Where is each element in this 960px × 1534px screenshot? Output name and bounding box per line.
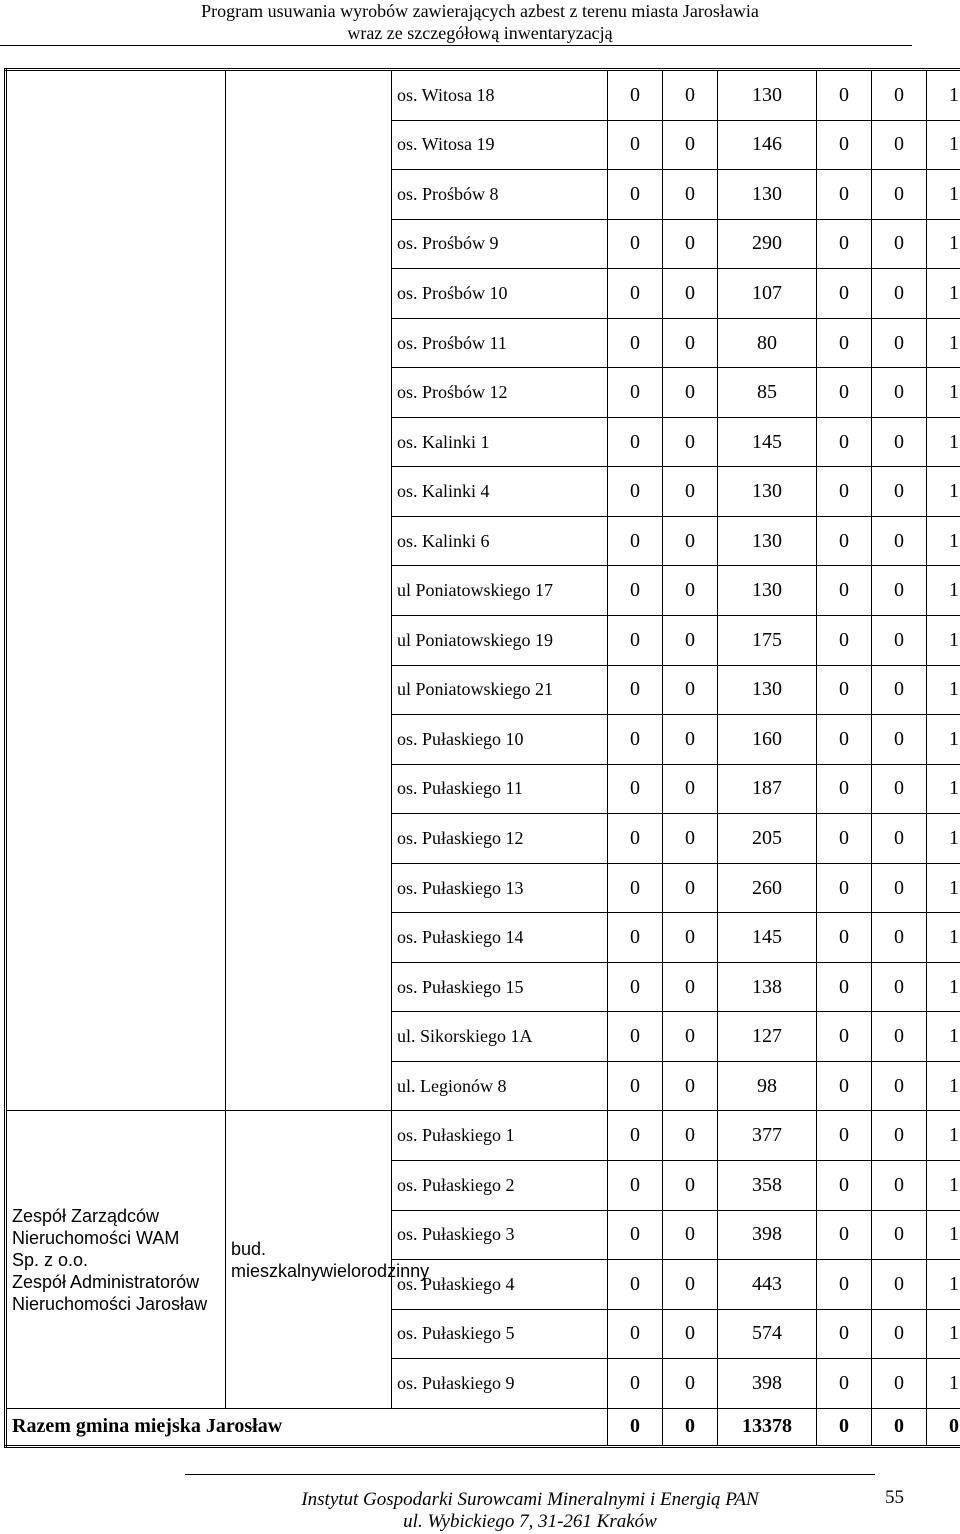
value-cell: 0 — [872, 1061, 927, 1111]
value-cell: 0 — [817, 566, 872, 616]
owner-cell-empty — [6, 70, 226, 1111]
value-cell: 85 — [718, 368, 817, 418]
value-cell: 0 — [872, 1012, 927, 1062]
value-cell: 130 — [718, 516, 817, 566]
address-cell: os. Pułaskiego 11 — [392, 764, 608, 814]
address-cell: os. Pułaskiego 13 — [392, 863, 608, 913]
header-title: Program usuwania wyrobów zawierających azbest z terenu miasta Jarosławia — [201, 1, 759, 21]
value-cell: 1 — [927, 318, 960, 368]
value-cell: 0 — [608, 1012, 663, 1062]
value-cell: 0 — [608, 1061, 663, 1111]
value-cell: 0 — [663, 269, 718, 319]
value-cell: 377 — [718, 1111, 817, 1161]
owner-name-line: Zespół Administratorów — [12, 1271, 200, 1292]
value-cell: 1 — [927, 665, 960, 715]
address-cell: ul Poniatowskiego 19 — [392, 616, 608, 666]
value-cell: 0 — [817, 318, 872, 368]
inventory-table — [4, 68, 960, 1448]
value-cell: 0 — [817, 962, 872, 1012]
value-cell: 1 — [927, 269, 960, 319]
value-cell: 0 — [872, 269, 927, 319]
value-cell: 0 — [663, 516, 718, 566]
value-cell: 0 — [663, 1260, 718, 1310]
value-cell: 0 — [663, 962, 718, 1012]
address-cell: os. Pułaskiego 5 — [392, 1309, 608, 1359]
value-cell: 0 — [608, 70, 663, 121]
total-row — [6, 1408, 960, 1446]
value-cell: 0 — [608, 1359, 663, 1409]
value-cell: 80 — [718, 318, 817, 368]
address-cell: os. Pułaskiego 4 — [392, 1260, 608, 1310]
value-cell: 0 — [608, 219, 663, 269]
value-cell: 0 — [872, 764, 927, 814]
value-cell: 0 — [872, 863, 927, 913]
value-cell: 127 — [718, 1012, 817, 1062]
address-cell: os. Pułaskiego 1 — [392, 1111, 608, 1161]
value-cell: 0 — [608, 120, 663, 170]
header-subtitle: wraz ze szczegółową inwentaryzacją — [347, 23, 613, 43]
building-type-line: wielorodzinny — [320, 1260, 430, 1281]
address-cell: os. Prośbów 12 — [392, 368, 608, 418]
value-cell: 0 — [608, 616, 663, 666]
value-cell: 1 — [927, 1161, 960, 1211]
value-cell: 0 — [608, 368, 663, 418]
address-cell: os. Prośbów 9 — [392, 219, 608, 269]
owner-name-line: Zespół Zarządców — [12, 1205, 160, 1226]
table-row — [6, 1111, 960, 1161]
value-cell: 130 — [718, 170, 817, 220]
address-cell: os. Kalinki 1 — [392, 417, 608, 467]
value-cell: 1 — [927, 467, 960, 517]
address-cell: ul Poniatowskiego 21 — [392, 665, 608, 715]
value-cell: 0 — [663, 417, 718, 467]
value-cell: 0 — [608, 516, 663, 566]
value-cell: 0 — [663, 467, 718, 517]
value-cell: 0 — [872, 219, 927, 269]
value-cell: 160 — [718, 715, 817, 765]
value-cell: 0 — [608, 764, 663, 814]
total-value-cell: 0 — [663, 1408, 718, 1446]
value-cell: 0 — [872, 566, 927, 616]
value-cell: 1 — [927, 417, 960, 467]
value-cell: 175 — [718, 616, 817, 666]
owner-name-line: Nieruchomości WAM — [12, 1227, 180, 1248]
value-cell: 0 — [608, 665, 663, 715]
value-cell: 1 — [927, 219, 960, 269]
value-cell: 0 — [663, 70, 718, 121]
value-cell: 0 — [817, 665, 872, 715]
value-cell: 1 — [927, 764, 960, 814]
value-cell: 130 — [718, 665, 817, 715]
value-cell: 0 — [872, 318, 927, 368]
value-cell: 0 — [817, 1161, 872, 1211]
value-cell: 0 — [817, 516, 872, 566]
value-cell: 0 — [663, 665, 718, 715]
value-cell: 0 — [608, 814, 663, 864]
value-cell: 205 — [718, 814, 817, 864]
building-type-cell — [226, 1111, 430, 1408]
page-number: 55 — [885, 1487, 904, 1508]
value-cell: 0 — [872, 170, 927, 220]
value-cell: 98 — [718, 1061, 817, 1111]
value-cell: 0 — [817, 1359, 872, 1409]
value-cell: 0 — [817, 170, 872, 220]
value-cell: 0 — [663, 219, 718, 269]
table-row — [6, 70, 960, 121]
value-cell: 0 — [872, 913, 927, 963]
value-cell: 187 — [718, 764, 817, 814]
value-cell: 0 — [872, 120, 927, 170]
value-cell: 1 — [927, 368, 960, 418]
value-cell: 1 — [927, 1111, 960, 1161]
value-cell: 0 — [872, 70, 927, 121]
value-cell: 0 — [608, 1111, 663, 1161]
value-cell: 0 — [872, 665, 927, 715]
value-cell: 0 — [608, 170, 663, 220]
value-cell: 0 — [817, 814, 872, 864]
value-cell: 1 — [927, 516, 960, 566]
value-cell: 0 — [817, 1260, 872, 1310]
value-cell: 0 — [817, 120, 872, 170]
value-cell: 130 — [718, 467, 817, 517]
value-cell: 443 — [718, 1260, 817, 1310]
value-cell: 398 — [718, 1359, 817, 1409]
value-cell: 0 — [608, 417, 663, 467]
value-cell: 0 — [872, 368, 927, 418]
address-cell: os. Prośbów 11 — [392, 318, 608, 368]
value-cell: 0 — [608, 962, 663, 1012]
value-cell: 0 — [663, 1359, 718, 1409]
value-cell: 358 — [718, 1161, 817, 1211]
value-cell: 0 — [817, 417, 872, 467]
value-cell: 0 — [608, 1210, 663, 1260]
value-cell: 0 — [817, 913, 872, 963]
value-cell: 0 — [608, 913, 663, 963]
value-cell: 1 — [927, 913, 960, 963]
value-cell: 145 — [718, 913, 817, 963]
value-cell: 0 — [608, 566, 663, 616]
type-cell-empty — [226, 70, 392, 1111]
value-cell: 0 — [872, 1161, 927, 1211]
value-cell: 0 — [663, 1161, 718, 1211]
address-cell: os. Pułaskiego 3 — [392, 1210, 608, 1260]
value-cell: 0 — [663, 913, 718, 963]
value-cell: 0 — [817, 1210, 872, 1260]
total-value-cell: 0 — [872, 1408, 927, 1446]
address-cell: os. Pułaskiego 2 — [392, 1161, 608, 1211]
value-cell: 1 — [927, 1260, 960, 1310]
value-cell: 1 — [927, 715, 960, 765]
value-cell: 0 — [663, 814, 718, 864]
value-cell: 0 — [872, 814, 927, 864]
address-cell: os. Witosa 18 — [392, 70, 608, 121]
value-cell: 1 — [927, 70, 960, 121]
value-cell: 0 — [817, 1061, 872, 1111]
value-cell: 1 — [927, 814, 960, 864]
value-cell: 130 — [718, 70, 817, 121]
address-cell: os. Pułaskiego 12 — [392, 814, 608, 864]
footer-institute: Instytut Gospodarki Surowcami Mineralnymi i Energią PAN — [301, 1489, 759, 1510]
value-cell: 0 — [872, 467, 927, 517]
value-cell: 0 — [872, 1111, 927, 1161]
building-type-line: bud. mieszkalny — [231, 1238, 321, 1281]
owner-cell — [6, 1111, 226, 1408]
value-cell: 0 — [817, 863, 872, 913]
value-cell: 0 — [817, 1111, 872, 1161]
value-cell: 0 — [608, 467, 663, 517]
value-cell: 1 — [927, 863, 960, 913]
value-cell: 0 — [608, 863, 663, 913]
value-cell: 146 — [718, 120, 817, 170]
value-cell: 0 — [663, 170, 718, 220]
address-cell: ul. Sikorskiego 1A — [392, 1012, 608, 1062]
value-cell: 0 — [608, 1260, 663, 1310]
address-cell: os. Pułaskiego 9 — [392, 1359, 608, 1409]
value-cell: 0 — [872, 1210, 927, 1260]
owner-name-line: Sp. z o.o. — [12, 1249, 89, 1270]
address-cell: os. Prośbów 8 — [392, 170, 608, 220]
owner-name-line: Nieruchomości Jarosław — [12, 1293, 208, 1314]
value-cell: 1 — [927, 1309, 960, 1359]
value-cell: 138 — [718, 962, 817, 1012]
value-cell: 0 — [872, 1359, 927, 1409]
value-cell: 0 — [872, 516, 927, 566]
value-cell: 107 — [718, 269, 817, 319]
value-cell: 145 — [718, 417, 817, 467]
value-cell: 1 — [927, 1061, 960, 1111]
value-cell: 1 — [927, 1210, 960, 1260]
address-cell: ul. Legionów 8 — [392, 1061, 608, 1111]
value-cell: 0 — [817, 269, 872, 319]
address-cell: os. Prośbów 10 — [392, 269, 608, 319]
value-cell: 0 — [817, 764, 872, 814]
value-cell: 0 — [663, 566, 718, 616]
total-label: Razem gmina miejska Jarosław — [6, 1408, 608, 1446]
value-cell: 0 — [663, 616, 718, 666]
total-value-cell: 0 — [817, 1408, 872, 1446]
value-cell: 0 — [872, 962, 927, 1012]
value-cell: 0 — [663, 120, 718, 170]
value-cell: 0 — [872, 417, 927, 467]
value-cell: 0 — [608, 715, 663, 765]
address-cell: os. Pułaskiego 14 — [392, 913, 608, 963]
value-cell: 0 — [608, 1161, 663, 1211]
value-cell: 0 — [663, 1012, 718, 1062]
value-cell: 290 — [718, 219, 817, 269]
value-cell: 0 — [817, 219, 872, 269]
value-cell: 1 — [927, 1012, 960, 1062]
value-cell: 0 — [817, 1309, 872, 1359]
value-cell: 574 — [718, 1309, 817, 1359]
footer-address: ul. Wybickiego 7, 31-261 Kraków — [403, 1511, 657, 1532]
value-cell: 1 — [927, 170, 960, 220]
value-cell: 0 — [817, 715, 872, 765]
address-cell: os. Pułaskiego 15 — [392, 962, 608, 1012]
address-cell: ul Poniatowskiego 17 — [392, 566, 608, 616]
value-cell: 1 — [927, 566, 960, 616]
value-cell: 0 — [817, 616, 872, 666]
value-cell: 0 — [817, 467, 872, 517]
value-cell: 0 — [817, 368, 872, 418]
value-cell: 0 — [663, 1309, 718, 1359]
value-cell: 398 — [718, 1210, 817, 1260]
footer-divider — [185, 1474, 875, 1475]
value-cell: 0 — [663, 764, 718, 814]
value-cell: 1 — [927, 616, 960, 666]
value-cell: 0 — [817, 70, 872, 121]
value-cell: 130 — [718, 566, 817, 616]
value-cell: 0 — [817, 1012, 872, 1062]
value-cell: 0 — [872, 1309, 927, 1359]
value-cell: 1 — [927, 1359, 960, 1409]
total-value-cell: 0 — [608, 1408, 663, 1446]
value-cell: 0 — [663, 368, 718, 418]
value-cell: 0 — [663, 1210, 718, 1260]
address-cell: os. Pułaskiego 10 — [392, 715, 608, 765]
value-cell: 0 — [872, 715, 927, 765]
value-cell: 0 — [608, 269, 663, 319]
value-cell: 0 — [872, 1260, 927, 1310]
value-cell: 0 — [663, 1061, 718, 1111]
value-cell: 260 — [718, 863, 817, 913]
value-cell: 0 — [608, 1309, 663, 1359]
total-value-cell: 13378 — [718, 1408, 817, 1446]
address-cell: os. Kalinki 6 — [392, 516, 608, 566]
value-cell: 1 — [927, 962, 960, 1012]
value-cell: 0 — [663, 715, 718, 765]
header-divider — [0, 45, 912, 46]
value-cell: 0 — [663, 863, 718, 913]
value-cell: 0 — [872, 616, 927, 666]
page-footer — [185, 1489, 875, 1533]
total-value-cell: 0 — [927, 1408, 960, 1446]
address-cell: os. Witosa 19 — [392, 120, 608, 170]
value-cell: 1 — [927, 120, 960, 170]
value-cell: 0 — [663, 318, 718, 368]
address-cell: os. Kalinki 4 — [392, 467, 608, 517]
value-cell: 0 — [608, 318, 663, 368]
value-cell: 0 — [663, 1111, 718, 1161]
